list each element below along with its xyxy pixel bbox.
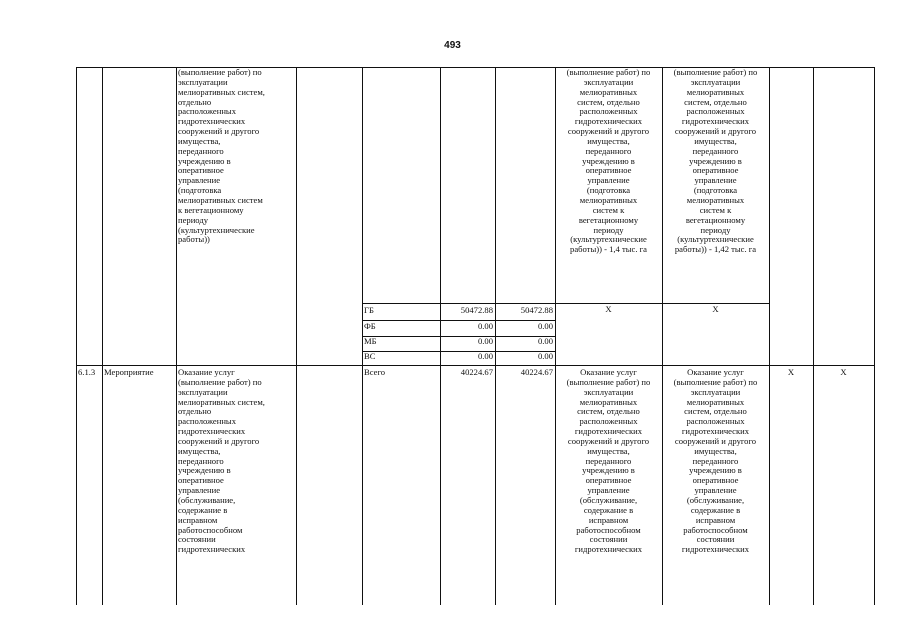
grid-line (296, 67, 297, 605)
funding-value-2: 50472.88 (520, 306, 553, 315)
row-a-x-mark-1: Х (605, 305, 612, 314)
row-a-indicator-2: (выполнение работ) по эксплуатации мелиоративных систем, отдельно расположенных гидротехнических сооружений и другого имущества, переданного учреждению в оперативное управление (подготовка мелиоративных систем к вегетационному периоду (культуртехнические работы)) - 1,42 тыс. га (673, 68, 758, 255)
grid-line (176, 67, 177, 605)
row-a-description: (выполнение работ) по эксплуатации мелиоративных систем, отдельно расположенных гидротехнических сооружений и другого имущества, переданного учреждению в оперативное управление (подготовка мелиоративных систем к вегетационному периоду (культуртехнические работы)) (178, 68, 265, 245)
row-b-x-mark-2: Х (840, 368, 847, 377)
funding-value-2: 0.00 (537, 352, 553, 361)
grid-line (362, 303, 769, 304)
grid-line (362, 320, 555, 321)
row-b-indicator-1: Оказание услуг (выполнение работ) по эксплуатации мелиоративных систем, отдельно расположенных гидротехнических сооружений и другого имущества, переданного учреждению в оперативное управление (обслуживание, содержание в исправном работоспособном состоянии гидротехнических (566, 368, 651, 555)
row-a-x-mark-2: Х (712, 305, 719, 314)
row-b-x-mark-1: Х (787, 368, 795, 377)
grid-line (102, 67, 103, 605)
row-b-value-1: 40224.67 (460, 368, 493, 377)
funding-source: МБ (364, 337, 377, 346)
funding-source: ФБ (364, 322, 376, 331)
funding-value-1: 0.00 (477, 337, 493, 346)
grid-line (769, 67, 770, 605)
grid-line (874, 67, 875, 605)
funding-source: ВС (364, 352, 376, 361)
grid-line (76, 67, 77, 605)
row-b-indicator-2: Оказание услуг (выполнение работ) по эксплуатации мелиоративных систем, отдельно расположенных гидротехнических сооружений и другого имущества, переданного учреждению в оперативное управление (обслуживание, содержание в исправном работоспособном состоянии гидротехнических (673, 368, 758, 555)
grid-line (76, 365, 875, 366)
funding-value-1: 0.00 (477, 352, 493, 361)
funding-source: ГБ (364, 306, 374, 315)
funding-value-2: 0.00 (537, 337, 553, 346)
row-b-type: Мероприятие (104, 368, 154, 377)
funding-value-1: 50472.88 (460, 306, 493, 315)
funding-value-1: 0.00 (477, 322, 493, 331)
grid-line (813, 67, 814, 605)
funding-value-2: 0.00 (537, 322, 553, 331)
row-a-indicator-1: (выполнение работ) по эксплуатации мелиоративных систем, отдельно расположенных гидротехнических сооружений и другого имущества, переданного учреждению в оперативное управление (подготовка мелиоративных систем к вегетационному периоду (культуртехнические работы)) - 1,4 тыс. га (566, 68, 651, 255)
row-b-number: 6.1.3 (78, 368, 96, 377)
page-number: 493 (444, 40, 461, 51)
row-b-source: Всего (364, 368, 386, 377)
row-b-value-2: 40224.67 (520, 368, 553, 377)
row-b-description: Оказание услуг (выполнение работ) по эксплуатации мелиоративных систем, отдельно расположенных гидротехнических сооружений и другого имущества, переданного учреждению в оперативное управление (обслуживание, содержание в исправном работоспособном состоянии гидротехнических (178, 368, 265, 555)
